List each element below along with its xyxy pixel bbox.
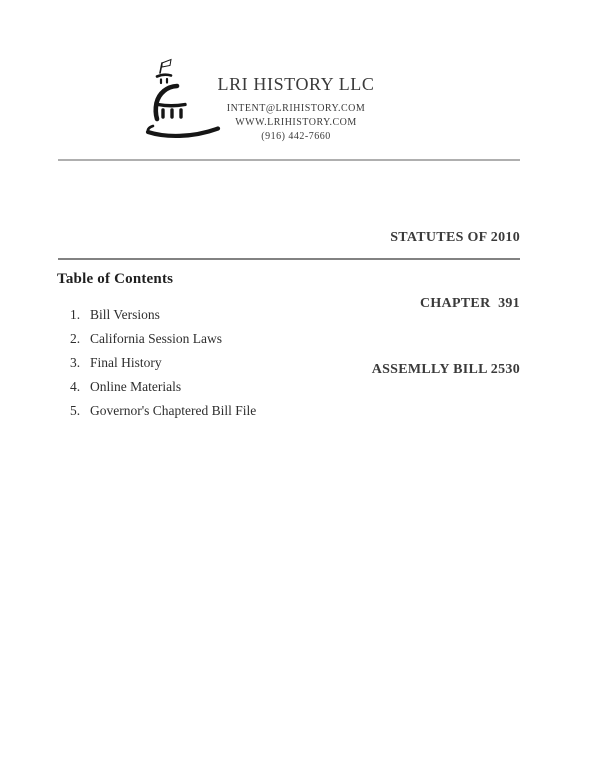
toc-item-number: 3. [70, 355, 81, 370]
letterhead [0, 74, 592, 144]
toc-item-label: Governor's Chaptered Bill File [90, 403, 257, 418]
toc-title: Table of Contents [57, 271, 174, 287]
bill-line: ASSEMLLY BILL 2530 [371, 362, 520, 377]
company-phone: (916) 442-7660 [261, 131, 331, 142]
toc-list [70, 303, 256, 423]
toc-item-label: Bill Versions [90, 307, 160, 322]
divider-top [58, 159, 520, 161]
toc-item [70, 399, 256, 423]
toc-item-number: 4. [70, 379, 81, 394]
toc-item-label: California Session Laws [90, 331, 222, 346]
statutes-line: STATUTES OF 2010 [390, 230, 520, 245]
toc-item-number: 2. [70, 331, 81, 346]
chapter-line: CHAPTER 391 [419, 296, 520, 311]
toc-item-label: Online Materials [90, 379, 182, 394]
company-website: WWW.LRIHISTORY.COM [235, 117, 357, 128]
toc-item [70, 351, 256, 375]
divider-bottom [58, 258, 520, 260]
toc-item-number: 1. [70, 307, 81, 322]
toc-item-number: 5. [70, 403, 81, 418]
toc-item [70, 303, 256, 327]
company-name: LRI HISTORY LLC [217, 74, 375, 94]
toc-item-label: Final History [90, 355, 162, 370]
toc-item [70, 375, 256, 399]
company-email: INTENT@LRIHISTORY.COM [226, 103, 366, 114]
toc-item [70, 327, 256, 351]
